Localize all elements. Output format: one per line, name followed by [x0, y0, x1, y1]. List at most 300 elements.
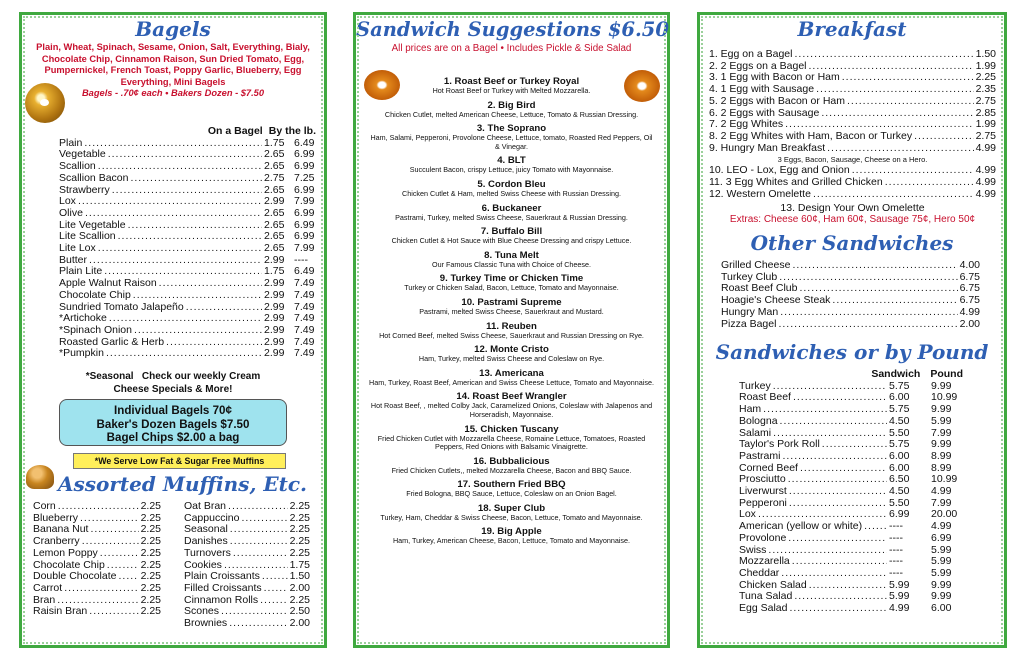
leader-dots	[864, 521, 887, 533]
leader-dots	[794, 49, 973, 61]
leader-dots	[112, 185, 262, 197]
item-name: Strawberry	[59, 183, 110, 196]
muffin-price: 1.50	[289, 570, 310, 583]
item-name: Provolone	[739, 531, 787, 544]
leader-dots	[221, 606, 288, 618]
price-by-lb: 6.99	[294, 160, 315, 173]
bagel-promo-box	[59, 399, 287, 446]
pound-price: 5.99	[931, 543, 952, 556]
item-name: Taylor's Pork Roll	[739, 438, 820, 451]
sandwich-item-title: 6. Buckaneer	[481, 202, 542, 214]
muffin-price: 2.25	[289, 523, 310, 536]
item-name: Salami	[739, 426, 772, 439]
price-on-bagel: 2.65	[264, 160, 285, 173]
leader-dots	[813, 189, 974, 201]
pound-price: 20.00	[931, 508, 958, 521]
leader-dots	[789, 603, 887, 615]
item-name: Blueberry	[33, 511, 78, 524]
item-name: Plain Croissants	[184, 570, 260, 583]
breakfast-list-2	[709, 165, 996, 200]
sandwich-item	[364, 297, 659, 317]
leader-dots	[782, 451, 887, 463]
muffin-price: 2.25	[140, 593, 161, 606]
pound-price: 9.99	[931, 379, 952, 392]
price-by-lb: 7.49	[294, 288, 315, 301]
sandwich-item	[364, 100, 659, 120]
leader-dots	[186, 302, 262, 314]
leader-dots	[794, 591, 887, 603]
leader-dots	[792, 260, 957, 272]
muffin-price: 2.25	[140, 511, 161, 524]
sandwich-item-desc: Pastrami, melted Swiss Cheese, Sauerkraut and Mustard.	[419, 306, 604, 316]
pound-price: 9.99	[931, 403, 952, 416]
sandwich-price: 5.75	[889, 403, 910, 416]
item-name: 11. 3 Egg Whites and Grilled Chicken	[709, 176, 883, 189]
price-on-bagel: 2.65	[264, 242, 285, 255]
item-name: Hoagie's Cheese Steak	[721, 294, 831, 307]
price-by-lb: 6.49	[294, 136, 315, 149]
bagel-spread-list	[59, 138, 316, 360]
item-name: Pizza Bagel	[721, 317, 777, 330]
leader-dots	[166, 337, 262, 349]
price-by-lb: 7.49	[294, 323, 315, 336]
other-sandwich-price: 6.75	[959, 282, 980, 295]
col-head-by-lb: By the lb.	[268, 125, 316, 137]
hungry-man-desc: 3 Eggs, Bacon, Sausage, Cheese on a Hero.	[777, 155, 928, 165]
item-name: Pastrami	[739, 449, 781, 462]
deli-row	[739, 451, 963, 463]
price-on-bagel: 2.65	[264, 148, 285, 161]
bagel-spread-row	[59, 348, 316, 360]
item-name: 7. 2 Egg Whites	[709, 118, 784, 131]
price-by-lb: 6.99	[294, 218, 315, 231]
leader-dots	[822, 439, 887, 451]
breakfast-panel	[697, 12, 1007, 648]
breakfast-price: 2.25	[975, 71, 996, 84]
item-name: 5. 2 Eggs with Bacon or Ham	[709, 94, 845, 107]
pound-price: 10.99	[931, 391, 958, 404]
sandwich-item-desc: Ham, Salami, Pepperoni, Provolone Cheese, Lettuce, tomato, Roasted Red Peppers, Oil & Vinegar.	[370, 133, 653, 151]
price-by-lb: 6.99	[294, 148, 315, 161]
sandwich-price: 5.99	[889, 590, 910, 603]
price-on-bagel: 2.75	[264, 171, 285, 184]
item-name: Bran	[33, 593, 56, 606]
leader-dots	[781, 568, 887, 580]
omelette-line: 13. Design Your Own Omelette	[780, 202, 925, 215]
price-by-lb: 7.49	[294, 300, 315, 313]
other-sandwiches-title: Other Sandwiches	[750, 231, 954, 255]
item-name: Raisin Bran	[33, 605, 88, 618]
pound-list	[739, 381, 963, 615]
bagel-hole	[40, 99, 49, 106]
breakfast-row	[709, 49, 996, 61]
muffin-price: 2.25	[289, 593, 310, 606]
sandwich-item-title: 10. Pastrami Supreme	[461, 296, 562, 308]
sandwich-item-title: 11. Reuben	[486, 320, 537, 332]
item-name: Lemon Poppy	[33, 546, 98, 559]
sandwich-item-desc: Ham, Turkey, American Cheese, Bacon, Lettuce, Tomato and Mayonnaise.	[392, 536, 631, 546]
pound-price: 5.99	[931, 414, 952, 427]
item-name: Lite Lox	[59, 242, 96, 255]
leader-dots	[80, 513, 139, 525]
item-name: Egg Salad	[739, 602, 788, 615]
item-name: Scallion	[59, 160, 96, 173]
sandwich-item	[364, 179, 659, 199]
sandwich-item-title: 12. Monte Cristo	[474, 344, 549, 356]
sandwich-price: ----	[889, 566, 903, 579]
muffin-price: 2.50	[289, 605, 310, 618]
deli-row	[739, 568, 963, 580]
leader-dots	[842, 72, 974, 84]
leader-dots	[788, 474, 887, 486]
item-name: 1. Egg on a Bagel	[709, 48, 793, 60]
col-head-pound: Pound	[930, 368, 963, 380]
sandwich-price: ----	[889, 543, 903, 556]
price-by-lb: 7.99	[294, 195, 315, 208]
item-name: Olive	[59, 206, 83, 219]
col-head-on-bagel: On a Bagel	[207, 125, 263, 137]
muffin-price: 2.25	[140, 605, 161, 618]
sandwich-item-title: 7. Buffalo Bill	[480, 226, 543, 238]
item-name: Plain	[59, 136, 83, 149]
leader-dots	[159, 278, 262, 290]
leader-dots	[260, 595, 287, 607]
sandwich-item-title: 15. Chicken Tuscany	[464, 423, 559, 435]
pound-price: 5.99	[931, 566, 952, 579]
price-on-bagel: 2.65	[264, 230, 285, 243]
price-by-lb: 7.49	[294, 335, 315, 348]
item-name: Scones	[184, 605, 220, 618]
bagel-pricing-note: Bagels - .70¢ each • Bakers Dozen - $7.50	[81, 88, 265, 99]
price-on-bagel: 2.99	[264, 323, 285, 336]
deli-row	[739, 392, 963, 404]
price-by-lb: 6.49	[294, 265, 315, 278]
price-by-lb: ----	[294, 253, 308, 266]
other-sandwich-row	[721, 319, 980, 331]
bagel-spread-row	[59, 290, 316, 302]
item-name: Cranberry	[33, 535, 80, 548]
item-name: Scallion Bacon	[59, 171, 129, 184]
bagels-panel	[19, 12, 327, 648]
item-name: Lox	[59, 195, 76, 208]
muffin-row	[33, 548, 161, 560]
item-name: 9. Hungry Man Breakfast	[709, 141, 826, 154]
sandwich-item-desc: Hot Roast Beef or Turkey with Melted Mozzarella.	[432, 86, 591, 95]
price-on-bagel: 2.99	[264, 335, 285, 348]
deli-row	[739, 416, 963, 428]
sandwich-item	[364, 368, 659, 388]
leader-dots	[85, 208, 262, 220]
item-name: Butter	[59, 253, 88, 266]
leader-dots	[58, 501, 139, 513]
price-by-lb: 6.99	[294, 230, 315, 243]
muffin-row	[184, 618, 310, 630]
breakfast-list	[709, 49, 996, 154]
item-name: Sundried Tomato Jalapeño	[59, 300, 184, 313]
sandwich-price: 5.50	[889, 426, 910, 439]
sandwich-item-title: 14. Roast Beef Wrangler	[456, 391, 567, 403]
other-sandwich-row	[721, 307, 980, 319]
item-name: Turkey	[739, 379, 771, 392]
muffin-price: 2.00	[289, 581, 310, 594]
price-on-bagel: 2.99	[264, 277, 285, 290]
item-name: Pepperoni	[739, 496, 787, 509]
sandwich-suggestions-title: Sandwich Suggestions $6.50	[356, 18, 669, 41]
muffin-row	[33, 606, 161, 618]
other-sandwich-price: 4.99	[959, 305, 980, 318]
sandwich-item-title: 3. The Soprano	[476, 123, 547, 135]
muffin-price: 2.25	[289, 535, 310, 548]
price-by-lb: 6.99	[294, 183, 315, 196]
promo-individual: Individual Bagels 70¢	[114, 404, 232, 417]
sandwich-price: 6.99	[889, 508, 910, 521]
leader-dots	[241, 513, 287, 525]
sandwich-price: 5.50	[889, 496, 910, 509]
breakfast-price: 4.99	[975, 187, 996, 200]
breakfast-price: 1.99	[975, 59, 996, 72]
item-name: Lox	[739, 508, 756, 521]
muffins-title: Assorted Muffins, Etc.	[58, 472, 307, 496]
price-on-bagel: 1.75	[264, 136, 285, 149]
sandwich-item-title: 19. Big Apple	[481, 526, 542, 538]
breakfast-row	[709, 131, 996, 143]
muffin-price: 2.25	[140, 535, 161, 548]
sandwich-item-title: 9. Turkey Time or Chicken Time	[439, 273, 584, 285]
breakfast-row	[709, 96, 996, 108]
other-sandwich-price: 6.75	[959, 294, 980, 307]
leader-dots	[780, 416, 887, 428]
muffin-price: 1.75	[289, 558, 310, 571]
sandwich-item-desc: Fried Chicken Cutlets,, melted Mozzarella Cheese, Bacon and BBQ Sauce.	[391, 465, 632, 475]
leader-dots	[780, 307, 957, 319]
pound-price: 4.99	[931, 485, 952, 498]
leader-dots	[78, 196, 262, 208]
item-name: Filled Croissants	[184, 581, 262, 594]
sandwich-item-title: 5. Cordon Bleu	[477, 178, 546, 190]
item-name: 3. 1 Egg with Bacon or Ham	[709, 71, 840, 84]
bagel-spread-row	[59, 243, 316, 255]
sandwich-item	[364, 123, 659, 151]
sandwich-item-title: 4. BLT	[497, 155, 526, 167]
price-on-bagel: 2.99	[264, 288, 285, 301]
leader-dots	[792, 556, 887, 568]
bagels-title: Bagels	[135, 17, 211, 41]
sandwich-item	[364, 391, 659, 419]
sandwich-item	[364, 273, 659, 293]
sandwich-item-title: 18. Super Club	[477, 502, 546, 514]
item-name: Prosciutto	[739, 473, 786, 486]
sandwich-price: 4.50	[889, 485, 910, 498]
pound-title: Sandwiches or by Pound	[715, 340, 989, 364]
leader-dots	[788, 533, 887, 545]
sandwich-subtitle: All prices are on a Bagel • Includes Pickle & Side Salad	[391, 42, 632, 54]
pound-price: 4.99	[931, 520, 952, 533]
price-on-bagel: 2.99	[264, 300, 285, 313]
item-name: Cappuccino	[184, 511, 240, 524]
sandwich-price: ----	[889, 531, 903, 544]
other-sandwich-price: 2.00	[959, 317, 980, 330]
seasonal-note-line-2: Cheese Specials & More!	[113, 383, 233, 395]
muffin-price: 2.25	[140, 500, 161, 512]
item-name: Brownies	[184, 617, 228, 630]
sandwich-price: 5.99	[889, 578, 910, 591]
leader-dots	[229, 618, 287, 630]
bagel-spread-row	[59, 173, 316, 185]
item-name: Chicken Salad	[739, 578, 807, 591]
price-by-lb: 7.99	[294, 242, 315, 255]
item-name: Corn	[33, 500, 56, 512]
breakfast-price: 4.99	[975, 176, 996, 189]
leader-dots	[89, 255, 262, 267]
item-name: 10. LEO - Lox, Egg and Onion	[709, 164, 850, 177]
item-name: 6. 2 Eggs with Sausage	[709, 106, 820, 119]
breakfast-price: 4.99	[975, 164, 996, 177]
leader-dots	[821, 108, 973, 120]
sandwich-item-desc: Our Famous Classic Tuna with Choice of Cheese.	[432, 259, 591, 269]
sandwich-item-desc: Fried Chicken Cutlet with Mozzarella Cheese, Romaine Lettuce, Tomatoes, Roasted Peppers, Red Onions with Balsamic Vinaigrette.	[377, 433, 646, 452]
item-name: Cookies	[184, 558, 222, 571]
leader-dots	[233, 548, 288, 560]
sandwich-suggestion-list	[364, 76, 659, 550]
item-name: Turkey Club	[721, 270, 778, 283]
leader-dots	[230, 536, 288, 548]
leader-dots	[800, 463, 887, 475]
sandwich-item	[364, 424, 659, 452]
sandwich-price: 5.75	[889, 379, 910, 392]
sandwich-item-desc: Hot Corned Beef, melted Swiss Cheese, Sauerkraut and Russian Dressing on Rye.	[379, 330, 644, 340]
item-name: Hungry Man	[721, 305, 779, 318]
pound-price: 8.99	[931, 461, 952, 474]
breakfast-price: 2.75	[975, 94, 996, 107]
item-name: Liverwurst	[739, 485, 787, 498]
breakfast-row	[709, 189, 996, 201]
leader-dots	[130, 173, 262, 185]
breakfast-title: Breakfast	[797, 17, 907, 41]
item-name: *Pumpkin	[59, 347, 104, 360]
sandwich-price: 6.00	[889, 391, 910, 404]
muffin-row	[184, 583, 310, 595]
leader-dots	[84, 138, 262, 150]
leader-dots	[230, 524, 288, 536]
price-by-lb: 7.49	[294, 312, 315, 325]
leader-dots	[133, 290, 262, 302]
sandwich-item-title: 13. Americana	[479, 367, 544, 379]
muffin-row	[184, 501, 310, 513]
item-name: Ham	[739, 403, 762, 416]
muffin-list-left	[33, 501, 161, 618]
leader-dots	[789, 498, 887, 510]
muffin-price: 2.25	[289, 511, 310, 524]
breakfast-row	[709, 143, 996, 155]
deli-row	[739, 603, 963, 615]
leader-dots	[793, 392, 887, 404]
item-name: 12. Western Omelette	[709, 187, 811, 200]
muffin-list-right	[184, 501, 310, 630]
item-name: Turnovers	[184, 546, 231, 559]
pound-price: 9.99	[931, 578, 952, 591]
sandwich-item	[364, 250, 659, 270]
item-name: Grilled Cheese	[721, 259, 791, 271]
item-name: Tuna Salad	[739, 590, 793, 603]
sandwich-item-desc: Chicken Cutlet & Ham, melted Swiss Cheese with Russian Dressing.	[402, 188, 621, 198]
item-name: Double Chocolate	[33, 570, 117, 583]
leader-dots	[228, 501, 288, 513]
breakfast-row	[709, 177, 996, 189]
item-name: Chocolate Chip	[33, 558, 105, 571]
item-name: Lite Scallion	[59, 230, 116, 243]
sandwich-item-title: 16. Bubbalicious	[473, 455, 550, 467]
price-by-lb: 7.25	[294, 171, 315, 184]
muffin-price: 2.25	[140, 570, 161, 583]
leader-dots	[118, 231, 262, 243]
muffin-price: 2.25	[289, 546, 310, 559]
sandwich-item-title: 2. Big Bird	[487, 99, 536, 111]
item-name: Cinnamon Rolls	[184, 593, 259, 606]
sandwich-price: 6.50	[889, 473, 910, 486]
muffin-price: 2.25	[140, 523, 161, 536]
breakfast-price: 2.85	[975, 106, 996, 119]
bagel-varieties: Plain, Wheat, Spinach, Sesame, Onion, Salt, Everything, Bialy, Chocolate Chip, Cinnamon Raison, Sun Dried Tomato, Egg, Pumpernickel, French Toast, Poppy Garlic, Blueberry, Egg Everything, Mini Bagels	[36, 42, 310, 87]
muffin-price: 2.25	[140, 581, 161, 594]
leader-dots	[885, 177, 974, 189]
sandwich-item	[364, 344, 659, 364]
item-name: Banana Nut	[33, 523, 89, 536]
pound-price: 7.99	[931, 496, 952, 509]
bagel-icon	[25, 83, 65, 123]
leader-dots	[108, 149, 262, 161]
leader-dots	[264, 583, 288, 595]
leader-dots	[847, 96, 974, 108]
col-head-sandwich: Sandwich	[871, 368, 921, 380]
breakfast-extras: Extras: Cheese 60¢, Ham 60¢, Sausage 75¢, Hero 50¢	[729, 214, 976, 226]
item-name: American (yellow or white)	[739, 520, 863, 533]
other-sandwich-price: 4.00	[959, 259, 980, 271]
sandwich-item	[364, 456, 659, 476]
sandwich-item	[364, 76, 659, 96]
price-on-bagel: 2.99	[264, 312, 285, 325]
item-name: Chocolate Chip	[59, 288, 131, 301]
leader-dots	[789, 486, 887, 498]
breakfast-price: 2.75	[975, 129, 996, 142]
muffin-row	[33, 501, 161, 513]
leader-dots	[778, 319, 957, 331]
pound-price: 5.99	[931, 555, 952, 568]
item-name: Bologna	[739, 414, 778, 427]
other-sandwiches-list	[721, 260, 980, 330]
item-name: Oat Bran	[184, 500, 227, 512]
sandwich-item-desc: Pastrami, Turkey, melted Swiss Cheese, Sauerkraut & Russian Dressing.	[395, 212, 628, 222]
muffin-row	[33, 583, 161, 595]
sandwich-price: 5.75	[889, 438, 910, 451]
leader-dots	[914, 131, 973, 143]
leader-dots	[118, 571, 138, 583]
promo-bagel-chips: Bagel Chips $2.00 a bag	[106, 431, 240, 444]
sandwich-item-title: 17. Southern Fried BBQ	[457, 479, 566, 491]
deli-row	[739, 486, 963, 498]
pound-price: 10.99	[931, 473, 958, 486]
sandwich-item	[364, 226, 659, 246]
sandwich-item	[364, 203, 659, 223]
leader-dots	[809, 580, 887, 592]
item-name: Vegetable	[59, 148, 106, 161]
pound-price: 9.99	[931, 438, 952, 451]
item-name: Cheddar	[739, 566, 780, 579]
bagel-spread-row	[59, 208, 316, 220]
sandwich-price: 4.99	[889, 602, 910, 615]
price-on-bagel: 2.99	[264, 347, 285, 360]
sandwich-item-title: 8. Tuna Melt	[484, 249, 539, 261]
item-name: 2. 2 Eggs on a Bagel	[709, 59, 807, 72]
